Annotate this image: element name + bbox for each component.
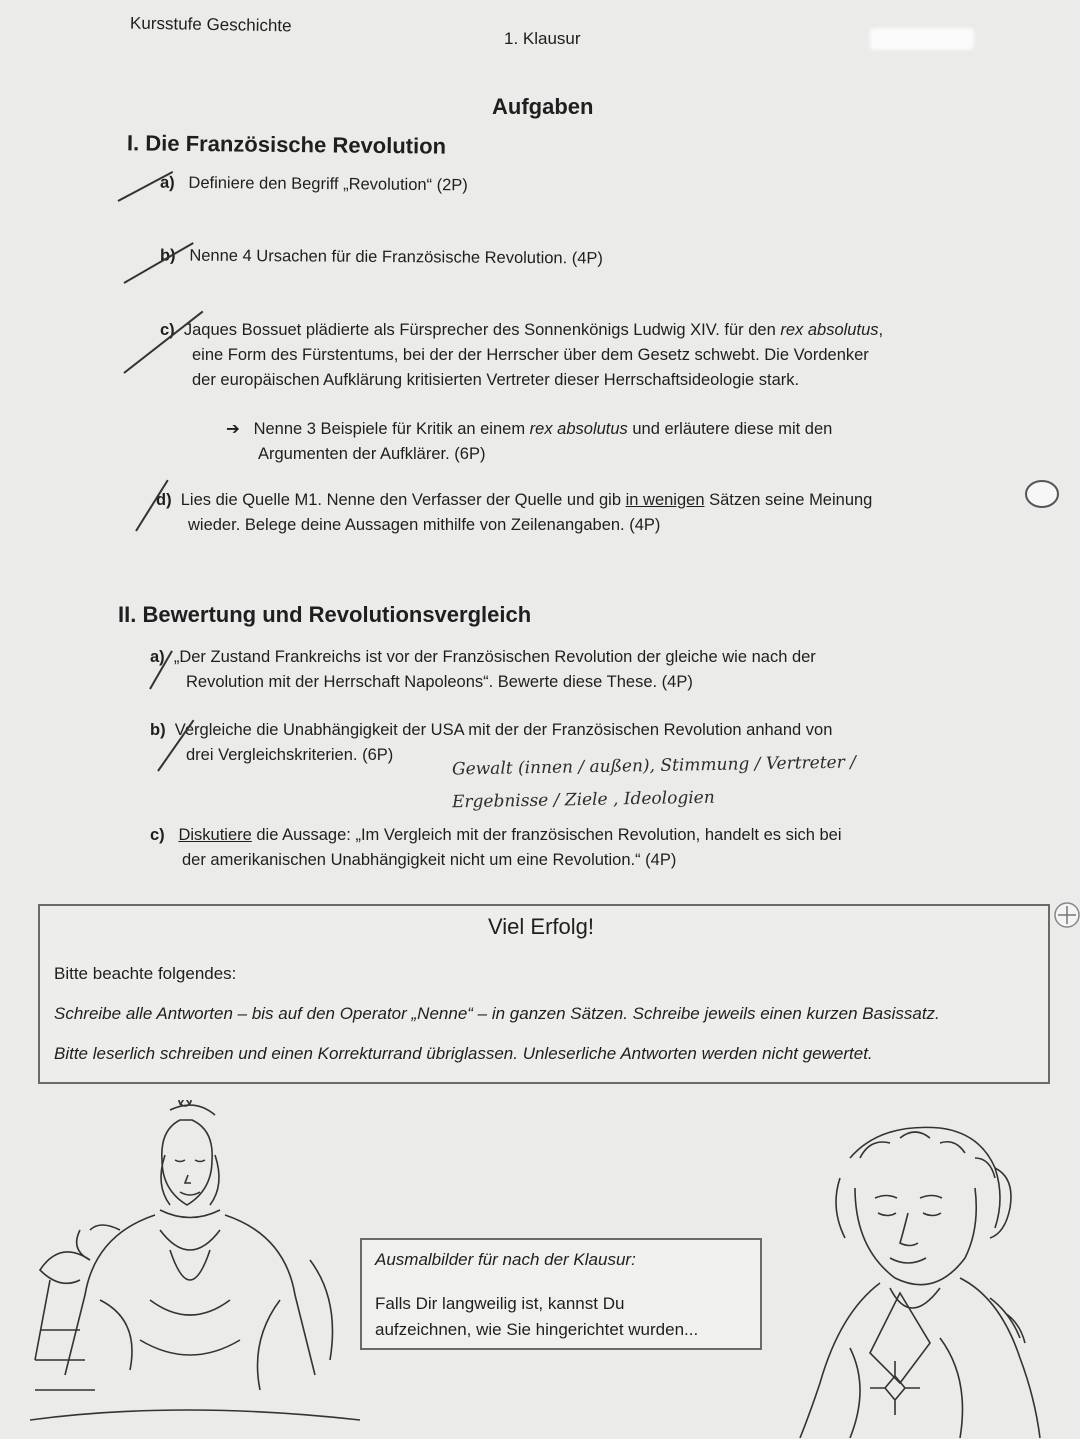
task-1a-text: Definiere den Begriff „Revolution“ (2P) [188,173,468,195]
exam-title: 1. Klausur [504,29,581,48]
task-2b-line2: drei Vergleichskriterien. (6P) [186,746,394,764]
task-1d-line1-end: Sätzen seine Meinung [704,491,873,509]
task-1c-sub-line1-end: und erläutere diese mit den [627,420,833,438]
tasks-heading: Aufgaben [492,94,594,119]
hole-punch-mark-icon [1022,474,1062,514]
task-1d-label: d) [156,491,172,509]
portrait-sketch-left-icon [30,1100,360,1430]
coloring-box [360,1238,762,1350]
section1-title: I. Die Französische Revolution [126,130,447,159]
course-name: Kursstufe Geschichte [129,13,292,36]
handwritten-note-line1: Gewalt (innen / außen), Stimmung / Vertreter / [451,752,857,780]
plus-mark-icon [1052,900,1080,930]
coloring-title: Ausmalbilder für nach der Klausur: [375,1250,636,1269]
task-2b-label: b) [150,721,166,739]
arrow-icon: ➔ [226,419,240,438]
task-1d-line1: Lies die Quelle M1. Nenne den Verfasser der Quelle und gib [180,491,626,509]
task-1c-line1-end: , [878,321,884,339]
task-2a-label: a) [150,648,165,666]
task-2a [150,645,970,695]
handwritten-note-line2: Ergebnisse / Ziele , Ideologien [451,787,715,813]
notice-box [38,904,1050,1084]
task-1b-text: Nenne 4 Ursachen für die Französische Revolution. (4P) [189,246,604,268]
task-2b-line1: Vergleiche die Unabhängigkeit der USA mit der der Französischen Revolution anhand von [174,721,833,739]
section2-title: II. Bewertung und Revolutionsvergleich [118,602,532,627]
task-1c-sub-line1: Nenne 3 Beispiele für Kritik an einem [253,420,530,438]
notice-intro: Bitte beachte folgendes: [54,964,237,983]
task-1d-line2: wieder. Belege deine Aussagen mithilfe von Zeilenangaben. (4P) [188,516,661,534]
task-1a-label: a) [159,173,175,192]
task-1c-label: c) [160,321,175,339]
portrait-sketch-right-icon [790,1118,1050,1438]
notice-rule-1: Schreibe alle Antworten – bis auf den Operator „Nenne“ – in ganzen Sätzen. Schreibe jeweils einen kurzen Basissatz. [54,1004,940,1023]
task-2c-line2: der amerikanischen Unabhängigkeit nicht um eine Revolution.“ (4P) [182,851,677,869]
task-2a-line1: „Der Zustand Frankreichs ist vor der Französischen Revolution der gleiche wie nach der [173,648,816,666]
coloring-line2: aufzeichnen, wie Sie hingerichtet wurden... [375,1320,699,1339]
task-1a [160,171,468,199]
task-1c-line1: Jaques Bossuet plädierte als Fürsprecher des Sonnenkönigs Ludwig XIV. für den [183,321,781,339]
task-1c-sub-line2: Argumenten der Aufklärer. (6P) [258,445,486,463]
coloring-line1: Falls Dir langweilig ist, kannst Du [375,1294,625,1313]
task-1c-line3: der europäischen Aufklärung kritisierten Vertreter dieser Herrschaftsideologie stark. [192,371,800,389]
task-1c-line2: eine Form des Fürstentums, bei der der Herrscher über dem Gesetz schwebt. Die Vordenker [192,346,869,364]
notice-rule-2: Bitte leserlich schreiben und einen Korrekturrand übriglassen. Unleserliche Antworten werden nicht gewertet. [54,1044,873,1063]
task-2c-line1: die Aussage: „Im Vergleich mit der französischen Revolution, handelt es sich bei [251,826,842,844]
notice-title: Viel Erfolg! [488,914,594,939]
task-1d-underline: in wenigen [625,491,705,509]
task-2a-line2: Revolution mit der Herrschaft Napoleons“. Bewerte diese These. (4P) [186,673,693,691]
task-1c-sub-em: rex absolutus [529,420,628,438]
task-2c [150,823,980,873]
task-2c-underline: Diskutiere [178,826,252,844]
task-1b-label: b) [159,246,176,265]
task-2c-label: c) [150,826,165,844]
task-1c-em: rex absolutus [780,321,879,339]
task-1b [160,243,603,271]
task-1c-sub [226,416,966,467]
task-1d [156,488,976,538]
task-1c [160,318,980,393]
redacted-name [870,28,974,50]
